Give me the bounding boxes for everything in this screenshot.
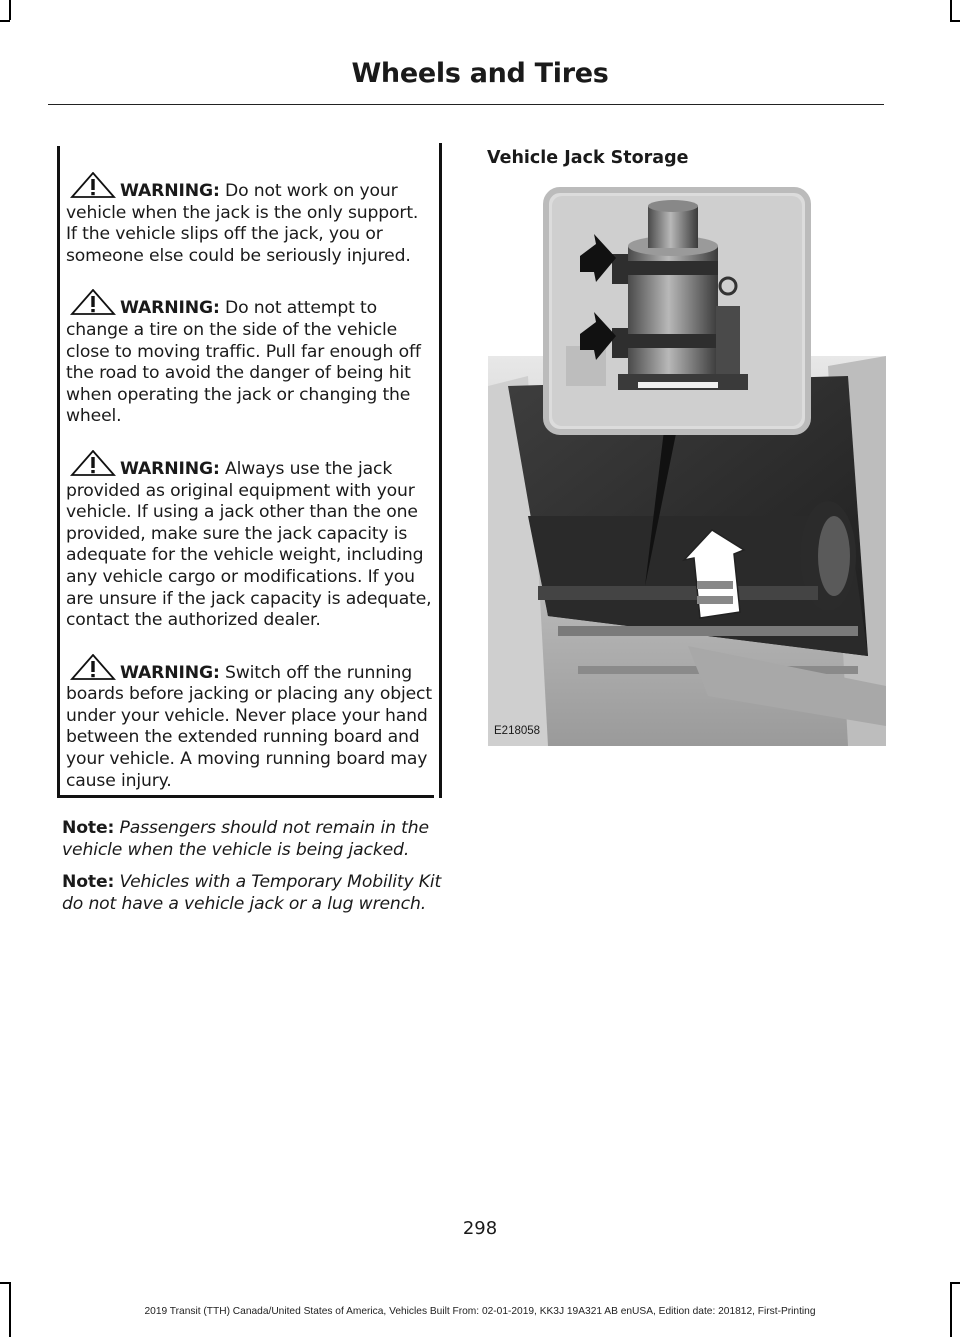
crop-mark <box>0 1282 10 1284</box>
section-heading: Vehicle Jack Storage <box>487 148 689 168</box>
warning-text: Always use the jack provided as original equipment with your vehicle. If using a jack other than the one provided, make sure the jack capacity is adequate for the vehicle weight, including any vehicle cargo or modifications. If you are unsure if the jack capacity is adequate, contact the authorized dealer. <box>66 458 432 631</box>
warning-box <box>57 146 434 798</box>
note-label: Note: <box>62 818 115 838</box>
crop-mark <box>9 0 11 20</box>
note-text: Passengers should not remain in the vehicle when the vehicle is being jacked. <box>62 818 429 860</box>
page-title: Wheels and Tires <box>351 58 609 89</box>
note-text: Vehicles with a Temporary Mobility Kit do not have a vehicle jack or a lug wrench. <box>62 872 442 914</box>
warning-item <box>66 289 434 428</box>
note-paragraph <box>62 818 452 861</box>
warning-label: WARNING: <box>120 458 220 479</box>
jack-storage-illustration <box>488 186 886 746</box>
warning-label: WARNING: <box>120 181 220 201</box>
footer-edition-text: 2019 Transit (TTH) Canada/United States of America, Vehicles Built From: 02-01-2019, KK3J 19A321 AB enUSA, Edition date: 201812, First-Printing <box>144 1306 816 1317</box>
header-divider <box>48 104 884 105</box>
page-number: 298 <box>462 1218 498 1239</box>
crop-mark <box>950 1282 960 1284</box>
warning-text: Do not work on your vehicle when the jack is the only support. If the vehicle slips off the jack, you or someone else could be seriously injured. <box>66 181 419 266</box>
note-paragraph <box>62 872 452 915</box>
warning-item <box>66 450 434 632</box>
warning-text: Switch off the running boards before jacking or placing any object under your vehicle. Never place your hand between the extended running board and your vehicle. A moving running board may cause injury. <box>66 662 432 791</box>
warning-icon <box>70 172 116 198</box>
warning-icon <box>70 654 116 680</box>
warning-item <box>66 654 434 793</box>
crop-mark <box>950 0 952 20</box>
warning-text: Do not attempt to change a tire on the side of the vehicle close to moving traffic. Pull far enough off the road to avoid the danger of being hit when operating the jack or changing the wheel. <box>66 298 421 427</box>
note-label: Note: <box>62 872 115 892</box>
crop-mark <box>950 20 960 22</box>
warning-label: WARNING: <box>120 298 220 319</box>
warning-label: WARNING: <box>120 662 220 683</box>
warning-icon <box>70 450 116 476</box>
warning-icon <box>70 289 116 315</box>
crop-mark <box>0 20 10 22</box>
figure-code: E218058 <box>494 725 541 737</box>
warning-item <box>66 172 434 267</box>
